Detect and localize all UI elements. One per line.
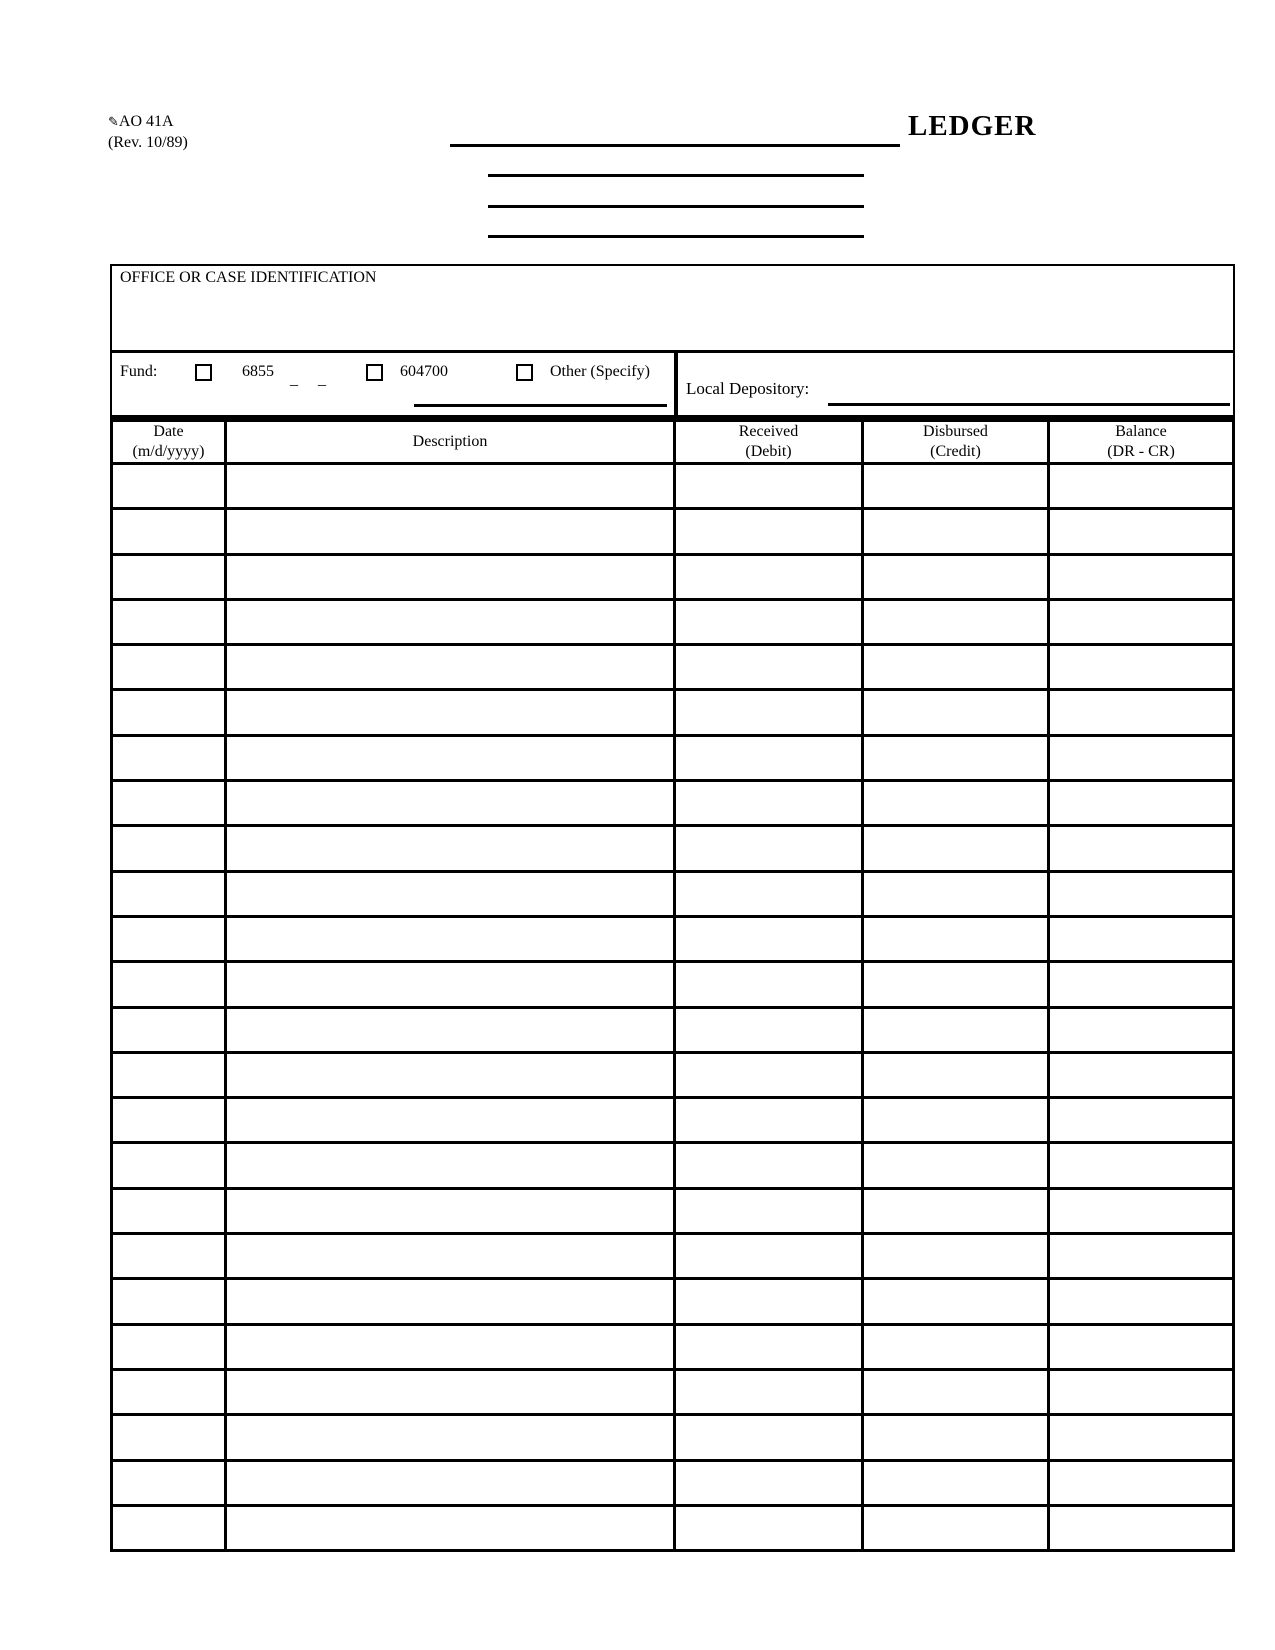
- table-cell[interactable]: [676, 827, 864, 869]
- table-cell[interactable]: [676, 918, 864, 960]
- table-cell[interactable]: [113, 1144, 227, 1186]
- table-cell[interactable]: [227, 1009, 676, 1051]
- table-cell[interactable]: [1050, 963, 1232, 1005]
- header-blank-line-1[interactable]: [488, 174, 864, 177]
- table-cell[interactable]: [1050, 1371, 1232, 1413]
- local-depository-label: Local Depository:: [686, 379, 810, 398]
- table-cell[interactable]: [864, 1326, 1050, 1368]
- table-row: [113, 737, 1232, 782]
- table-cell[interactable]: [676, 646, 864, 688]
- column-title: Description: [412, 433, 488, 450]
- table-cell[interactable]: [227, 556, 676, 598]
- form-number-block: [108, 112, 188, 153]
- table-cell[interactable]: [1050, 1507, 1232, 1549]
- table-cell[interactable]: [227, 1190, 676, 1232]
- table-cell[interactable]: [227, 1235, 676, 1277]
- table-cell[interactable]: [676, 556, 864, 598]
- table-cell[interactable]: [227, 601, 676, 643]
- table-cell[interactable]: [676, 1416, 864, 1458]
- table-cell[interactable]: [1050, 1144, 1232, 1186]
- table-cell[interactable]: [676, 1009, 864, 1051]
- column-title: Balance: [1115, 423, 1167, 440]
- table-row: [113, 1280, 1232, 1325]
- table-cell[interactable]: [676, 1507, 864, 1549]
- table-row: [113, 873, 1232, 918]
- table-cell[interactable]: [1050, 556, 1232, 598]
- table-cell[interactable]: [113, 1462, 227, 1504]
- ledger-table: [110, 417, 1235, 1552]
- table-cell[interactable]: [864, 1507, 1050, 1549]
- table-row: [113, 827, 1232, 872]
- fund-other-label: Other (Specify): [550, 363, 650, 380]
- table-row: [113, 1235, 1232, 1280]
- header-blank-line-3[interactable]: [488, 235, 864, 238]
- table-cell[interactable]: [1050, 1235, 1232, 1277]
- table-cell[interactable]: [227, 691, 676, 733]
- office-case-identification-area[interactable]: [112, 266, 1233, 350]
- table-cell[interactable]: [676, 963, 864, 1005]
- table-cell[interactable]: [676, 691, 864, 733]
- local-depository-blank-line[interactable]: [828, 403, 1230, 406]
- table-cell[interactable]: [864, 963, 1050, 1005]
- table-cell[interactable]: [113, 1416, 227, 1458]
- column-header-disbursed: [864, 422, 1050, 462]
- table-cell[interactable]: [227, 737, 676, 779]
- table-cell[interactable]: [113, 601, 227, 643]
- table-row: [113, 1054, 1232, 1099]
- table-cell[interactable]: [676, 873, 864, 915]
- table-cell[interactable]: [676, 1462, 864, 1504]
- table-cell[interactable]: [676, 737, 864, 779]
- table-cell[interactable]: [676, 1099, 864, 1141]
- table-cell[interactable]: [113, 873, 227, 915]
- table-cell[interactable]: [227, 465, 676, 507]
- table-row: [113, 510, 1232, 555]
- table-cell[interactable]: [113, 465, 227, 507]
- table-cell[interactable]: [227, 1416, 676, 1458]
- ledger-table-header: [113, 422, 1232, 465]
- table-cell[interactable]: [227, 1371, 676, 1413]
- column-title: Date: [153, 423, 184, 440]
- table-cell[interactable]: [1050, 601, 1232, 643]
- table-cell[interactable]: [676, 1144, 864, 1186]
- table-cell[interactable]: [227, 827, 676, 869]
- table-cell[interactable]: [1050, 1462, 1232, 1504]
- table-cell[interactable]: [676, 782, 864, 824]
- table-cell[interactable]: [113, 510, 227, 552]
- table-cell[interactable]: [227, 1144, 676, 1186]
- table-cell[interactable]: [864, 1416, 1050, 1458]
- table-cell[interactable]: [1050, 1009, 1232, 1051]
- table-cell[interactable]: [864, 1099, 1050, 1141]
- table-cell[interactable]: [227, 1099, 676, 1141]
- table-cell[interactable]: [1050, 782, 1232, 824]
- table-row: [113, 601, 1232, 646]
- table-cell[interactable]: [1050, 827, 1232, 869]
- table-cell[interactable]: [227, 918, 676, 960]
- office-case-identification-label: OFFICE OR CASE IDENTIFICATION: [120, 269, 377, 286]
- table-cell[interactable]: [227, 963, 676, 1005]
- table-row: [113, 1371, 1232, 1416]
- column-subtitle: (DR - CR): [1107, 443, 1175, 460]
- table-row: [113, 963, 1232, 1008]
- table-cell[interactable]: [676, 601, 864, 643]
- table-row: [113, 556, 1232, 601]
- fund-row: [112, 350, 1233, 415]
- table-cell[interactable]: [227, 1054, 676, 1096]
- table-cell[interactable]: [1050, 1099, 1232, 1141]
- table-cell[interactable]: [227, 1280, 676, 1322]
- table-cell[interactable]: [113, 1054, 227, 1096]
- table-cell[interactable]: [864, 827, 1050, 869]
- table-cell[interactable]: [864, 465, 1050, 507]
- table-cell[interactable]: [864, 1280, 1050, 1322]
- table-cell[interactable]: [1050, 873, 1232, 915]
- table-row: [113, 1099, 1232, 1144]
- table-cell[interactable]: [227, 1507, 676, 1549]
- table-row: [113, 1190, 1232, 1235]
- fund-6855-suffix-blanks[interactable]: _ _: [290, 371, 334, 388]
- table-cell[interactable]: [113, 646, 227, 688]
- table-cell[interactable]: [676, 1280, 864, 1322]
- table-cell[interactable]: [864, 873, 1050, 915]
- fund-label: Fund:: [120, 363, 158, 380]
- table-cell[interactable]: [113, 1507, 227, 1549]
- table-cell[interactable]: [864, 1009, 1050, 1051]
- table-cell[interactable]: [1050, 510, 1232, 552]
- pencil-icon: ✎: [108, 115, 119, 130]
- table-cell[interactable]: [1050, 1280, 1232, 1322]
- table-cell[interactable]: [1050, 1326, 1232, 1368]
- table-cell[interactable]: [113, 737, 227, 779]
- table-cell[interactable]: [1050, 1416, 1232, 1458]
- table-cell[interactable]: [113, 1009, 227, 1051]
- table-row: [113, 1462, 1232, 1507]
- table-cell[interactable]: [227, 646, 676, 688]
- title-blank-line[interactable]: [450, 118, 900, 147]
- column-title: Disbursed: [923, 423, 988, 440]
- fund-6855-checkbox[interactable]: [195, 364, 212, 381]
- table-cell[interactable]: [864, 737, 1050, 779]
- table-cell[interactable]: [113, 1099, 227, 1141]
- table-cell[interactable]: [1050, 465, 1232, 507]
- column-subtitle: (Debit): [745, 443, 792, 460]
- table-row: [113, 465, 1232, 510]
- table-cell[interactable]: [1050, 918, 1232, 960]
- fund-section: [112, 353, 674, 415]
- table-row: [113, 691, 1232, 736]
- table-cell[interactable]: [1050, 1190, 1232, 1232]
- table-cell[interactable]: [864, 1190, 1050, 1232]
- table-cell[interactable]: [113, 556, 227, 598]
- ledger-table-body: [113, 465, 1232, 1549]
- table-cell[interactable]: [113, 1326, 227, 1368]
- table-cell[interactable]: [676, 510, 864, 552]
- table-cell[interactable]: [864, 1462, 1050, 1504]
- table-row: [113, 1009, 1232, 1054]
- fund-6855-label: 6855: [242, 363, 274, 380]
- fund-604700-label: 604700: [400, 363, 448, 380]
- table-cell[interactable]: [864, 782, 1050, 824]
- table-cell[interactable]: [113, 963, 227, 1005]
- table-cell[interactable]: [676, 1190, 864, 1232]
- table-cell[interactable]: [864, 1144, 1050, 1186]
- table-row: [113, 782, 1232, 827]
- table-cell[interactable]: [1050, 646, 1232, 688]
- form-revision: (Rev. 10/89): [108, 134, 188, 151]
- column-subtitle: (m/d/yyyy): [132, 443, 205, 460]
- table-cell[interactable]: [1050, 737, 1232, 779]
- table-cell[interactable]: [864, 646, 1050, 688]
- page-title: LEDGER: [908, 110, 1037, 142]
- table-cell[interactable]: [676, 465, 864, 507]
- table-cell[interactable]: [113, 782, 227, 824]
- table-cell[interactable]: [113, 1190, 227, 1232]
- table-cell[interactable]: [113, 918, 227, 960]
- table-cell[interactable]: [864, 601, 1050, 643]
- table-row: [113, 646, 1232, 691]
- column-subtitle: (Credit): [930, 443, 981, 460]
- local-depository-section: [678, 353, 1233, 415]
- table-cell[interactable]: [864, 691, 1050, 733]
- table-row: [113, 918, 1232, 963]
- table-cell[interactable]: [227, 1462, 676, 1504]
- table-row: [113, 1507, 1232, 1549]
- table-cell[interactable]: [864, 510, 1050, 552]
- table-cell[interactable]: [864, 1235, 1050, 1277]
- table-cell[interactable]: [1050, 691, 1232, 733]
- table-cell[interactable]: [113, 827, 227, 869]
- table-cell[interactable]: [864, 556, 1050, 598]
- form-number-line: [108, 112, 188, 133]
- column-title: Received: [738, 423, 799, 440]
- table-row: [113, 1416, 1232, 1461]
- fund-other-specify-line[interactable]: [414, 404, 667, 407]
- table-cell[interactable]: [227, 510, 676, 552]
- table-cell[interactable]: [864, 1054, 1050, 1096]
- column-header-date: [113, 422, 227, 462]
- table-cell[interactable]: [227, 873, 676, 915]
- column-header-received: [676, 422, 864, 462]
- column-header-description: [227, 422, 676, 462]
- table-cell[interactable]: [113, 1371, 227, 1413]
- table-cell[interactable]: [676, 1235, 864, 1277]
- table-row: [113, 1326, 1232, 1371]
- header-blank-line-2[interactable]: [488, 205, 864, 208]
- table-cell[interactable]: [113, 1280, 227, 1322]
- table-cell[interactable]: [227, 1326, 676, 1368]
- fund-other-checkbox[interactable]: [516, 364, 533, 381]
- table-cell[interactable]: [227, 782, 676, 824]
- table-cell[interactable]: [864, 918, 1050, 960]
- column-header-balance: [1050, 422, 1232, 462]
- fund-604700-checkbox[interactable]: [366, 364, 383, 381]
- identification-fund-box: [110, 264, 1235, 417]
- table-cell[interactable]: [676, 1326, 864, 1368]
- table-cell[interactable]: [676, 1371, 864, 1413]
- table-cell[interactable]: [113, 1235, 227, 1277]
- table-row: [113, 1144, 1232, 1189]
- table-cell[interactable]: [113, 691, 227, 733]
- table-cell[interactable]: [1050, 1054, 1232, 1096]
- table-cell[interactable]: [676, 1054, 864, 1096]
- table-cell[interactable]: [864, 1371, 1050, 1413]
- form-number: AO 41A: [118, 113, 174, 130]
